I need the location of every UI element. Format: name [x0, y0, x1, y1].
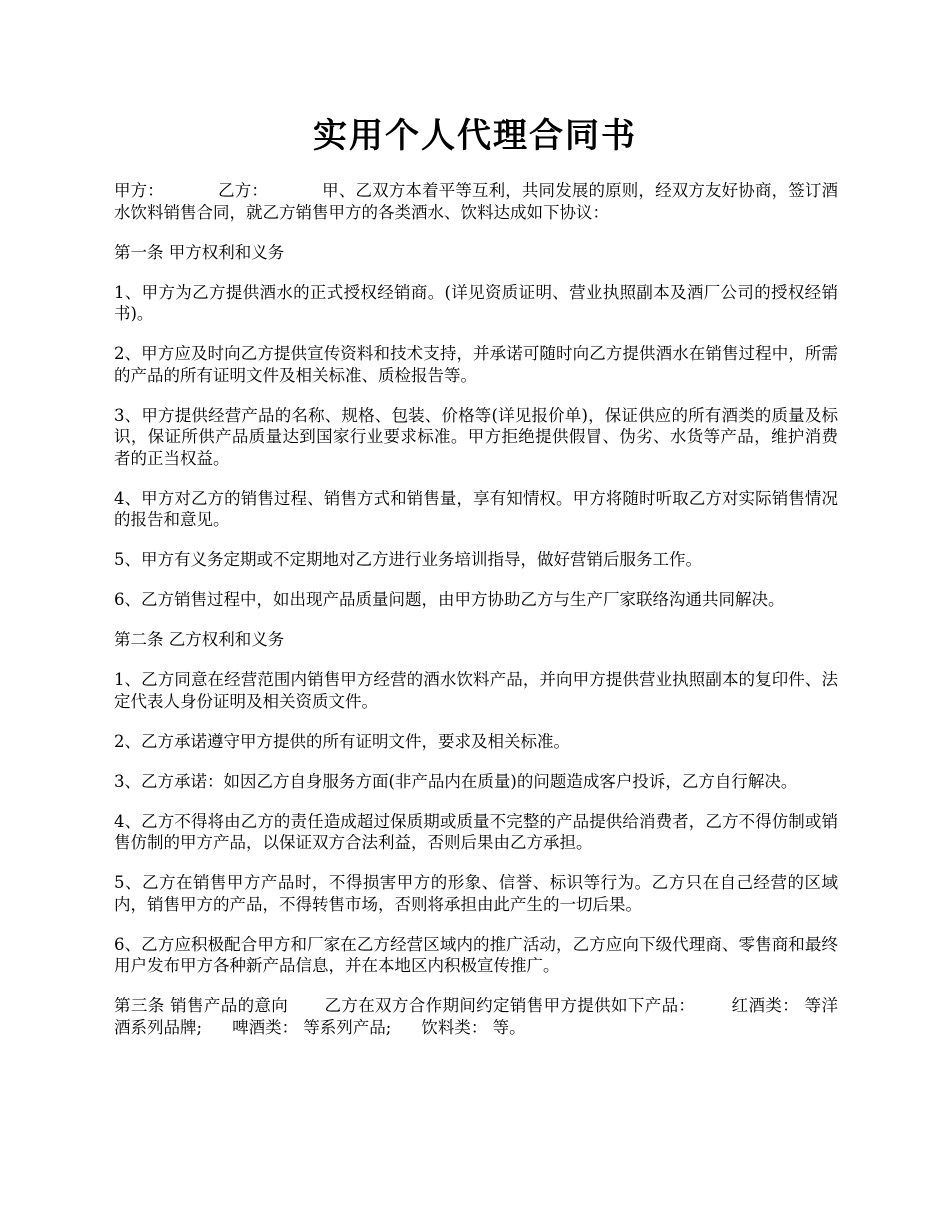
section-1-item: 5、甲方有义务定期或不定期地对乙方进行业务培训指导，做好营销后服务工作。	[114, 550, 702, 569]
intro-paragraph	[114, 180, 838, 223]
section-1-item: 6、乙方销售过程中，如出现产品质量问题，由甲方协助乙方与生产厂家联络沟通共同解决。	[114, 590, 785, 609]
party-a-label: 甲方：	[114, 181, 164, 200]
section-2-item: 1、乙方同意在经营范围内销售甲方经营的酒水饮料产品，并向甲方提供营业执照副本的复印件、法定代表人身份证明及相关资质文件。	[114, 670, 838, 711]
section-2-item: 6、乙方应积极配合甲方和厂家在乙方经营区域内的推广活动，乙方应向下级代理商、零售商和最终用户发布甲方各种新产品信息，并在本地区内积极宣传推广。	[114, 934, 838, 975]
section-1-item: 3、甲方提供经营产品的名称、规格、包装、价格等(详见报价单)，保证供应的所有酒类的质量及标识，保证所供产品质量达到国家行业要求标准。甲方拒绝提供假冒、伪劣、水货等产品，维护消费者的正当权益。	[114, 405, 838, 468]
section-3-intro: 乙方在双方合作期间约定销售甲方提供如下产品：	[324, 996, 696, 1015]
document-body	[114, 180, 838, 1057]
beer-category: 啤酒类： 等系列产品;	[232, 1017, 392, 1037]
section-3-heading: 第三条 销售产品的意向	[114, 996, 289, 1015]
section-2-item: 2、乙方承诺遵守甲方提供的所有证明文件，要求及相关标准。	[114, 731, 570, 751]
section-2-item: 5、乙方在销售甲方产品时，不得损害甲方的形象、信誉、标识等行为。乙方只在自己经营的区域内，销售甲方的产品，不得转售市场，否则将承担由此产生的一切后果。	[114, 873, 838, 914]
section-1-heading: 第一条 甲方权利和义务	[114, 242, 285, 262]
drinks-category: 饮料类： 等。	[421, 1017, 526, 1037]
section-1-item: 4、甲方对乙方的销售过程、销售方式和销售量，享有知情权。甲方将随时听取乙方对实际销售情况的报告和意见。	[114, 488, 838, 529]
section-3-paragraph	[114, 995, 838, 1038]
intro-text: 甲、乙双方本着平等互利，共同发展的原则，经双方友好协商，签订酒水饮料销售合同，就乙方销售甲方的各类酒水、饮料达成如下协议：	[114, 181, 839, 222]
section-2-item: 4、乙方不得将由乙方的责任造成超过保质期或质量不完整的产品提供给消费者，乙方不得仿制或销售仿制的甲方产品，以保证双方合法利益，否则后果由乙方承担。	[114, 811, 838, 852]
party-b-label: 乙方：	[217, 181, 269, 200]
section-2-item: 3、乙方承诺：如因乙方自身服务方面(非产品内在质量)的问题造成客户投诉，乙方自行解决。	[114, 771, 798, 791]
section-2-heading: 第二条 乙方权利和义务	[114, 630, 285, 649]
section-1-item: 2、甲方应及时向乙方提供宣传资料和技术支持，并承诺可随时向乙方提供酒水在销售过程中，所需的产品的所有证明文件及相关标准、质检报告等。	[114, 344, 838, 385]
section-1-item: 1、甲方为乙方提供酒水的正式授权经销商。(详见资质证明、营业执照副本及酒厂公司的授权经销书)。	[114, 282, 838, 323]
document-title: 实用个人代理合同书	[313, 116, 637, 156]
wine-category: 红酒类： 等洋酒系列品牌;	[114, 996, 839, 1037]
